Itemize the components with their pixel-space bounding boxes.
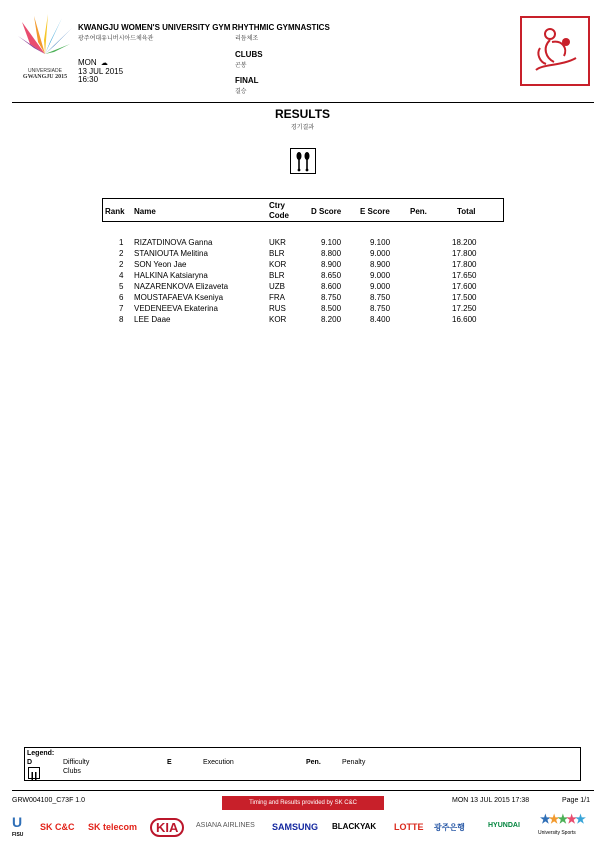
cell-ctry: KOR (269, 315, 287, 324)
cell-d-score: 8.800 (321, 249, 342, 258)
sponsor-hyundai: HYUNDAI (488, 822, 520, 829)
timing-banner: Timing and Results provided by SK C&C (222, 796, 384, 810)
cell-ctry: RUS (269, 304, 286, 313)
cell-rank: 5 (119, 282, 124, 291)
cell-name: SON Yeon Jae (134, 260, 187, 269)
sponsor-asiana: ASIANA AIRLINES (196, 822, 255, 829)
cell-rank: 2 (119, 249, 124, 258)
legend-pen-abbr: Pen. (306, 759, 321, 766)
sport-name: RHYTHMIC GYMNASTICS (232, 23, 330, 32)
page-title-kr: 경기결과 (290, 125, 315, 131)
cell-total: 17.500 (452, 293, 477, 302)
col-header-d-score: D Score (311, 207, 342, 216)
legend-d-abbr: D (27, 759, 33, 766)
cell-ctry: UZB (269, 282, 285, 291)
cell-e-score: 9.000 (370, 282, 391, 291)
table-row (0, 304, 605, 315)
cell-rank: 4 (119, 271, 124, 280)
logo-text-gwangju: GWANGJU 2015 (22, 74, 68, 80)
cell-total: 17.600 (452, 282, 477, 291)
sponsor-kia: KIA (150, 818, 184, 837)
cell-d-score: 9.100 (321, 238, 342, 247)
col-header-ctry: Ctry (269, 201, 286, 210)
sponsor-blackyak: BLACKYAK (332, 822, 377, 831)
cell-name: VEDENEEVA Ekaterina (134, 304, 218, 313)
legend-pen-text: Penalty (342, 759, 366, 766)
cell-e-score: 9.000 (370, 271, 391, 280)
page-number: Page 1/1 (562, 797, 591, 804)
session-time: 16:30 (78, 75, 99, 84)
sponsor-university-sports: University Sports (538, 830, 576, 836)
rhythmic-gymnastics-icon (520, 16, 590, 86)
table-row (0, 249, 605, 260)
cell-e-score: 8.400 (370, 315, 391, 324)
legend (24, 747, 581, 781)
cell-ctry: KOR (269, 260, 287, 269)
document-code: GRW004100_C73F 1.0 (12, 797, 86, 804)
cell-name: MOUSTAFAEVA Kseniya (134, 293, 224, 302)
table-row (0, 271, 605, 282)
session-day (78, 58, 108, 67)
cell-total: 17.250 (452, 304, 477, 313)
cell-e-score: 9.100 (370, 238, 391, 247)
cell-name: NAZARENKOVA Elizaveta (134, 282, 229, 291)
col-header-e-score: E Score (360, 207, 390, 216)
col-header-pen: Pen. (410, 207, 427, 216)
cell-total: 17.800 (452, 260, 477, 269)
weather-icon: ☁ (100, 60, 108, 67)
table-row (0, 315, 605, 326)
col-header-rank: Rank (105, 207, 125, 216)
cell-rank: 2 (119, 260, 124, 269)
cell-total: 17.800 (452, 249, 477, 258)
legend-clubs-text: Clubs (63, 768, 81, 775)
session-date: 13 JUL 2015 (78, 67, 124, 76)
cell-d-score: 8.750 (321, 293, 342, 302)
fisu-logo-icon: U (12, 814, 23, 830)
cell-rank: 6 (119, 293, 124, 302)
clubs-icon (290, 148, 316, 174)
table-row (0, 260, 605, 271)
cell-rank: 7 (119, 304, 124, 313)
venue-name-kr: 광주여대유니버시아드체육관 (78, 36, 154, 42)
cell-total: 17.650 (452, 271, 477, 280)
footer-datetime: MON 13 JUL 2015 17:38 (452, 797, 530, 804)
cell-e-score: 8.750 (370, 304, 391, 313)
cell-d-score: 8.500 (321, 304, 342, 313)
event-name: CLUBS (235, 50, 263, 59)
session-day-text: MON (78, 58, 97, 67)
cell-e-score: 8.900 (370, 260, 391, 269)
legend-d-text: Difficulty (63, 759, 90, 766)
cell-name: RIZATDINOVA Ganna (134, 238, 213, 247)
university-sports-stars-icon: ★★★★★ (540, 812, 584, 826)
table-row (0, 238, 605, 249)
col-header-name: Name (134, 207, 156, 216)
cell-rank: 1 (119, 238, 124, 247)
cell-name: STANIOUTA Melitina (134, 249, 208, 258)
cell-name: HALKINA Katsiaryna (134, 271, 208, 280)
phase-name-kr: 결승 (235, 89, 247, 95)
sponsor-sktelecom: SK telecom (88, 822, 138, 832)
sponsor-lotte: LOTTE (394, 822, 424, 832)
col-header-code: Code (269, 211, 289, 220)
cell-e-score: 9.000 (370, 249, 391, 258)
cell-ctry: UKR (269, 238, 286, 247)
legend-e-text: Execution (203, 759, 234, 766)
sponsor-fisu: FISU (12, 832, 24, 838)
cell-total: 18.200 (452, 238, 477, 247)
col-header-total: Total (457, 207, 476, 216)
cell-d-score: 8.600 (321, 282, 342, 291)
legend-title: Legend: (27, 750, 55, 757)
footer-divider (12, 790, 594, 791)
legend-e-abbr: E (167, 759, 172, 766)
universiade-logo (14, 14, 76, 86)
sport-name-kr: 리듬체조 (235, 36, 259, 42)
sponsor-samsung: SAMSUNG (272, 822, 319, 832)
cell-e-score: 8.750 (370, 293, 391, 302)
cell-rank: 8 (119, 315, 124, 324)
cell-d-score: 8.900 (321, 260, 342, 269)
legend-clubs-icon (28, 767, 40, 779)
page-title: RESULTS (274, 107, 331, 121)
event-name-kr: 곤봉 (235, 63, 247, 69)
cell-name: LEE Daae (134, 315, 171, 324)
cell-ctry: BLR (269, 249, 285, 258)
venue-name: KWANGJU WOMEN'S UNIVERSITY GYM (78, 23, 231, 32)
phase-name: FINAL (235, 76, 259, 85)
cell-d-score: 8.650 (321, 271, 342, 280)
table-row (0, 282, 605, 293)
table-row (0, 293, 605, 304)
results-table-header (102, 198, 504, 222)
header-divider (12, 102, 594, 103)
cell-ctry: FRA (269, 293, 285, 302)
logo-text-universiade: UNIVERSIADE (28, 68, 62, 74)
cell-ctry: BLR (269, 271, 285, 280)
sponsor-skcc: SK C&C (40, 822, 75, 832)
sponsor-bar (10, 812, 596, 842)
cell-total: 16.600 (452, 315, 477, 324)
cell-d-score: 8.200 (321, 315, 342, 324)
sponsor-gwangju-bank: 광주은행 (434, 823, 465, 832)
